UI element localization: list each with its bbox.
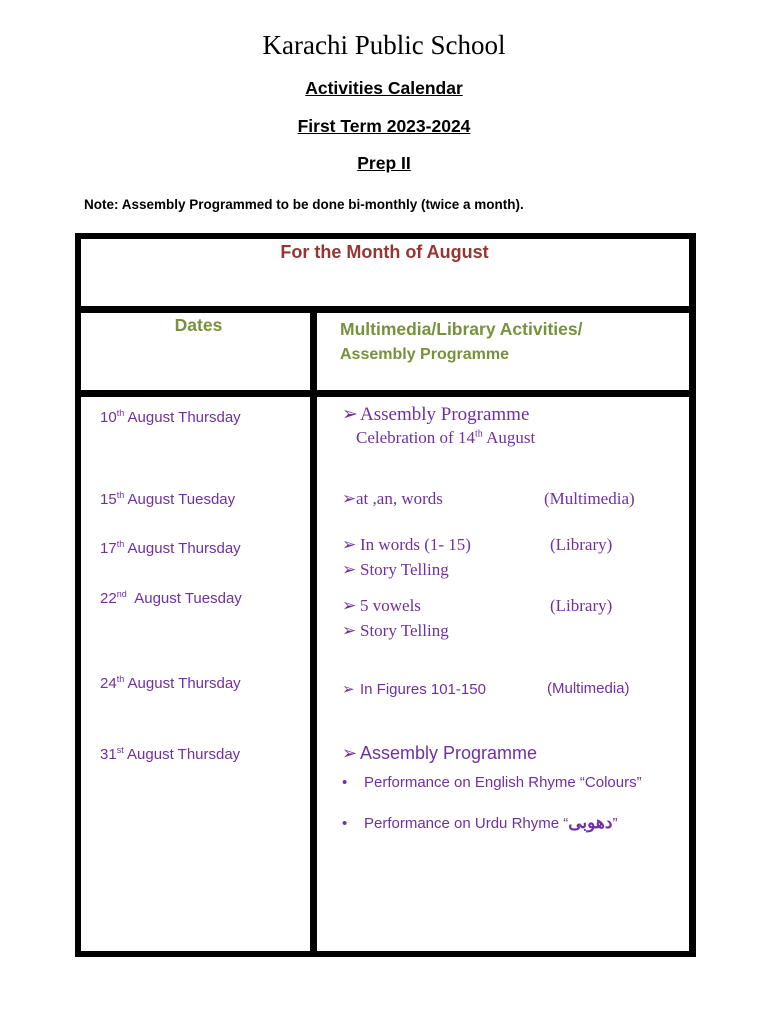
col-header-activities [340,316,582,368]
date-row-1: 10th August Thursday [100,408,241,426]
arrow-right-icon: ➢ [342,596,357,615]
activity-5-tag: (Multimedia) [547,680,630,697]
activity-4-text: ➢ 5 vowels [342,596,421,615]
col-header-activities-line1: Multimedia/Library Activities/ [340,319,583,339]
arrow-right-icon: ➢ [342,682,355,698]
class-title: Prep II [357,153,411,173]
bullet-icon: • [342,774,348,791]
table-divider-month [75,306,696,313]
arrow-right-icon: ➢ [342,404,358,425]
activity-6-bullet-2: • Performance on Urdu Rhyme “دھوبی” [342,813,618,832]
date-row-2: 15th August Tuesday [100,490,236,508]
col-header-activities-line2: Assembly Programme [340,346,509,364]
date-row-6: 31st August Thursday [100,745,241,763]
activity-3-tag: (Library) [550,535,613,554]
arrow-right-icon: ➢ [342,535,357,554]
activity-1-title: ➢ Assembly Programme [342,404,530,425]
activity-4-text2: ➢ Story Telling [342,621,449,640]
activity-3-text: ➢ In words (1- 15) [342,535,471,554]
activity-3-text2: ➢ Story Telling [342,560,449,579]
table-divider-header [75,390,696,397]
calendar-title: Activities Calendar [305,78,463,98]
bullet-icon: • [342,815,348,832]
table-border-left [75,233,81,957]
term-title: First Term 2023-2024 [297,116,471,136]
table-border-bottom [75,951,696,957]
activity-2-text: ➢at ,an, words [342,489,443,508]
activity-4-tag: (Library) [550,596,613,615]
arrow-right-icon: ➢ [342,621,357,640]
activity-2-tag: (Multimedia) [544,489,635,508]
activity-5-text: ➢ In Figures 101-150 [342,681,486,698]
activity-6-title: ➢ Assembly Programme [342,743,538,763]
school-name: Karachi Public School [262,30,506,60]
month-title: For the Month of August [280,242,489,262]
table-border-right [689,233,696,957]
urdu-rhyme-title: دھوبی [568,813,613,832]
table-divider-column [310,306,317,957]
date-row-3: 17th August Thursday [100,539,241,557]
date-row-4: 22nd August Tuesday [100,589,242,607]
arrow-right-icon: ➢ [342,560,357,579]
activity-6-bullet-1: • Performance on English Rhyme “Colours” [342,774,642,791]
assembly-note: Note: Assembly Programmed to be done bi-monthly (twice a month). [84,197,524,212]
activity-1-subtitle: Celebration of 14th August [356,428,536,447]
arrow-right-icon: ➢ [342,489,357,508]
arrow-right-icon: ➢ [342,743,358,763]
col-header-dates: Dates [174,315,223,335]
table-border-top [75,233,696,239]
date-row-5: 24th August Thursday [100,674,241,692]
